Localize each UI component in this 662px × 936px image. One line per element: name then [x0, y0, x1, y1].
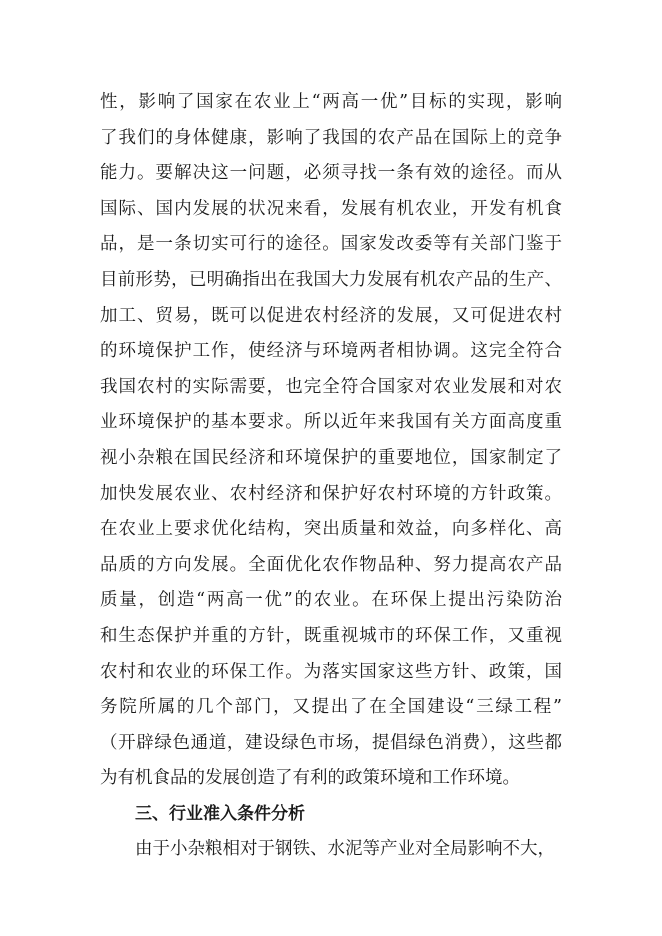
section-first-line: 由于小杂粮相对于钢铁、水泥等产业对全局影响不大， [135, 839, 555, 860]
text-line: 质量，创造“两高一优”的农业。在环保上提出污染防治 [100, 590, 562, 611]
text-line: 了我们的身体健康，影响了我国的农产品在国际上的竞争 [100, 127, 562, 148]
text-line: 国际、国内发展的状况来看，发展有机农业，开发有机食 [100, 198, 562, 219]
text-line: 品质的方向发展。全面优化农作物品种、努力提高农产品 [100, 554, 562, 575]
text-line: 业环境保护的基本要求。所以近年来我国有关方面高度重 [100, 412, 562, 433]
text-line: 视小杂粮在国民经济和环境保护的重要地位，国家制定了 [100, 447, 562, 468]
text-line: 目前形势，已明确指出在我国大力发展有机农产品的生产、 [100, 269, 562, 290]
text-line: 性，影响了国家在农业上“两高一优”目标的实现，影响 [100, 92, 562, 112]
section-heading: 三、行业准入条件分析 [135, 803, 305, 824]
text-line: 务院所属的几个部门，又提出了在全国建设“三绿工程” [100, 697, 562, 718]
text-line: 品，是一条切实可行的途径。国家发改委等有关部门鉴于 [100, 234, 562, 255]
text-line: 我国农村的实际需要，也完全符合国家对农业发展和对农 [100, 376, 562, 397]
text-line: 在农业上要求优化结构，突出质量和效益，向多样化、高 [100, 519, 562, 540]
text-line: 为有机食品的发展创造了有利的政策环境和工作环境。 [100, 768, 520, 789]
text-line: 加工、贸易，既可以促进农村经济的发展，又可促进农村 [100, 305, 562, 326]
text-line: 加快发展农业、农村经济和保护好农村环境的方针政策。 [100, 483, 562, 504]
text-line: 和生态保护并重的方针，既重视城市的环保工作，又重视 [100, 625, 562, 646]
text-line: 能力。要解决这一问题，必须寻找一条有效的途径。而从 [100, 163, 562, 184]
text-line: （开辟绿色通道，建设绿色市场，提倡绿色消费），这些都 [100, 732, 562, 753]
body-text [100, 85, 562, 868]
text-line: 的环境保护工作，使经济与环境两者相协调。这完全符合 [100, 341, 562, 362]
text-line: 农村和农业的环保工作。为落实国家这些方针、政策，国 [100, 661, 562, 682]
